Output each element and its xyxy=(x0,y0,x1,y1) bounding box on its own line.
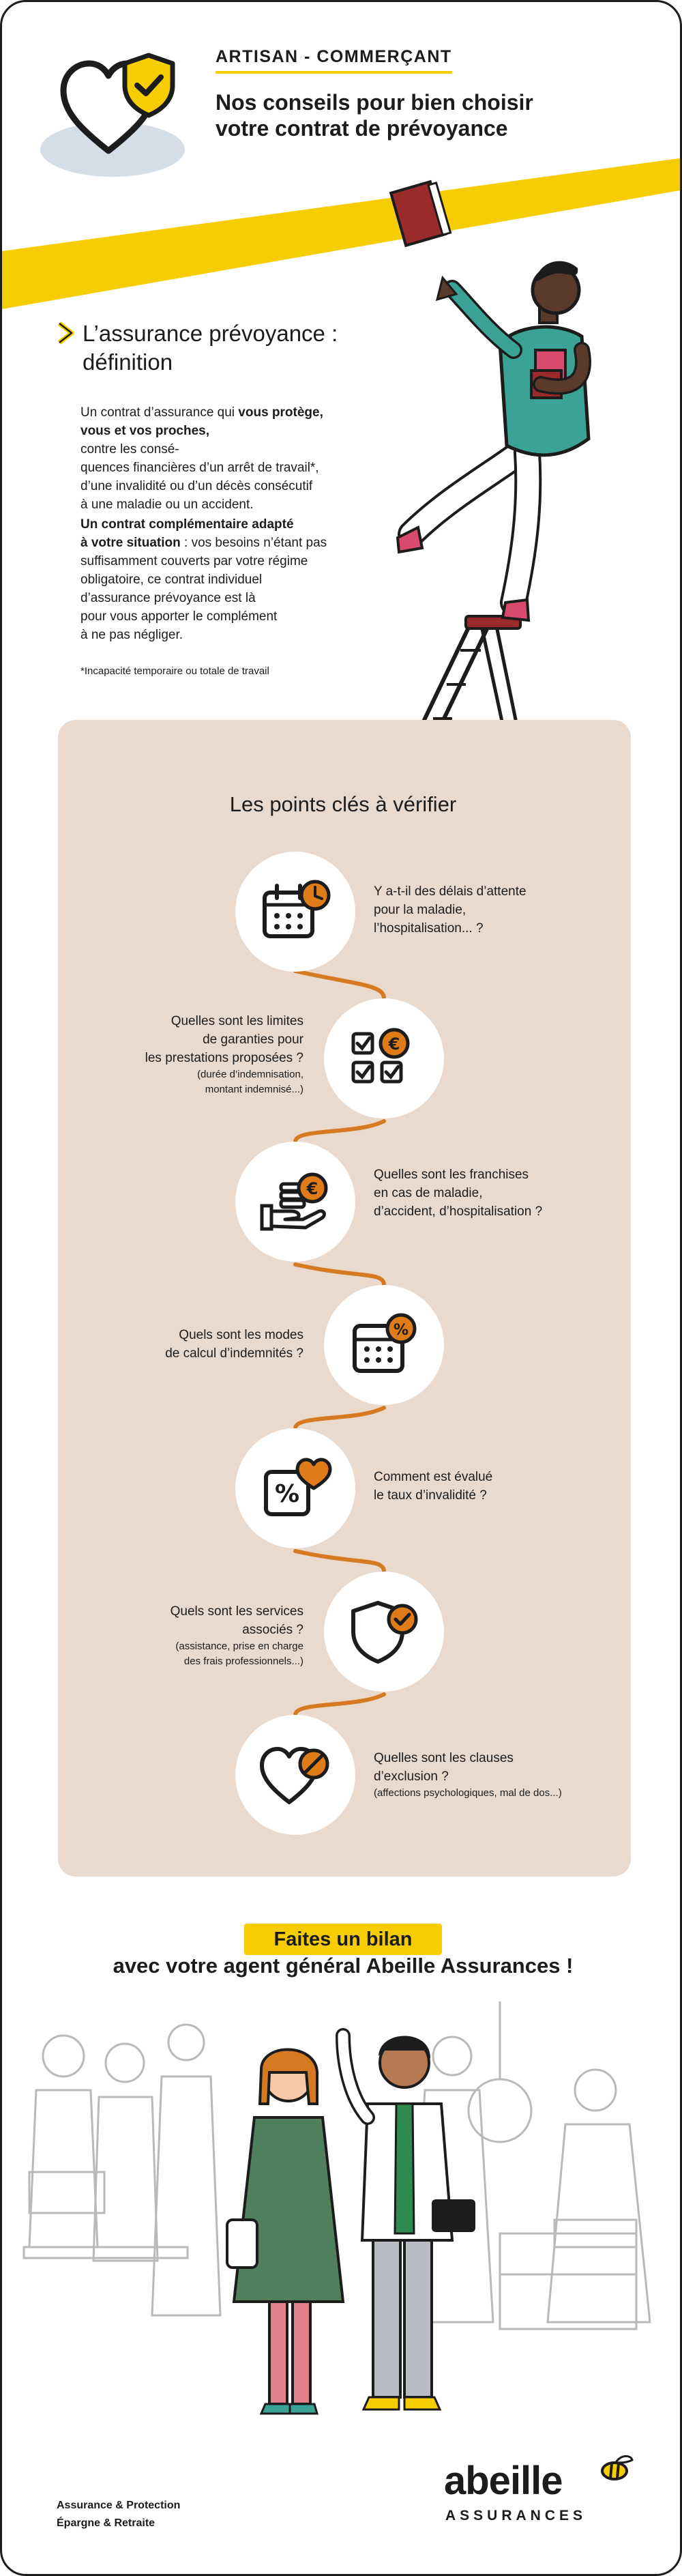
key-point-5-icon-circle xyxy=(235,1428,355,1548)
key-point-7-text xyxy=(374,1749,585,1801)
key-point-3-icon-circle xyxy=(235,1142,355,1262)
abeille-logo-subtitle: ASSURANCES xyxy=(445,2508,587,2523)
definition-paragraph-2 xyxy=(80,515,374,644)
definition-text-run: vous et vos proches, xyxy=(80,424,210,438)
key-point-subline: des frais professionnels...) xyxy=(183,1655,303,1667)
key-point-subline: montant indemnisé...) xyxy=(205,1084,303,1095)
definition-paragraph-1 xyxy=(80,403,374,514)
page-title: Nos conseils pour bien choisir votre contrat de prévoyance xyxy=(216,90,533,141)
bee-logo-icon xyxy=(595,2453,636,2483)
definition-text-run: contre les consé- xyxy=(80,442,179,457)
key-point-1-icon-circle xyxy=(235,852,355,972)
footer-line-2: Épargne & Retraite xyxy=(57,2517,155,2529)
definition-text-run: suffisamment couverts par votre régime xyxy=(80,554,308,568)
definition-text-run: d’assurance prévoyance est là xyxy=(80,591,256,605)
key-point-line: associés ? xyxy=(242,1623,303,1637)
key-point-line: Quelles sont les clauses xyxy=(374,1751,514,1765)
key-point-line: d’accident, d’hospitalisation ? xyxy=(374,1204,543,1219)
man-on-ladder-illustration xyxy=(384,166,657,773)
key-point-line: pour la maladie, xyxy=(374,903,466,917)
key-point-line: de garanties pour xyxy=(203,1032,303,1047)
definition-text-run: pour vous apporter le complément xyxy=(80,609,278,624)
key-point-3-text xyxy=(374,1166,585,1221)
key-point-line: les prestations proposées ? xyxy=(145,1051,303,1065)
cta-line: avec votre agent général Abeille Assurances ! xyxy=(113,1954,574,1978)
key-point-line: Comment est évalué xyxy=(374,1470,493,1484)
percent-heart-icon xyxy=(258,1454,333,1522)
definition-text-run: à une maladie ou un accident. xyxy=(80,497,254,512)
heart-forbidden-icon xyxy=(258,1741,333,1809)
key-point-7-icon-circle xyxy=(235,1715,355,1835)
shield-check-icon xyxy=(346,1597,421,1666)
heart-shield-icon xyxy=(55,50,178,159)
key-point-line: Quels sont les modes xyxy=(179,1328,303,1342)
key-point-subline: (assistance, prise en charge xyxy=(175,1640,303,1652)
svg-text:%: % xyxy=(393,1322,409,1339)
definition-text-run: à ne pas négliger. xyxy=(80,628,183,642)
key-point-4-text xyxy=(72,1326,303,1363)
definition-title: L’assurance prévoyance : définition xyxy=(83,321,338,375)
key-point-line: Quels sont les services xyxy=(170,1604,303,1619)
footer-line-1: Assurance & Protection xyxy=(57,2500,181,2511)
calendar-clock-icon xyxy=(258,878,333,946)
key-point-line: Quelles sont les limites xyxy=(170,1014,303,1028)
definition-text-run: Un contrat d’assurance qui xyxy=(80,405,239,420)
key-point-line: Y a-t-il des délais d’attente xyxy=(374,884,527,899)
checklist-euro-icon xyxy=(346,1024,421,1092)
definition-text-run: quences financières d’un arrêt de travail*, xyxy=(80,461,319,475)
hand-coins-icon xyxy=(258,1168,333,1236)
key-point-line: d’exclusion ? xyxy=(374,1769,449,1784)
key-point-6-icon-circle xyxy=(324,1572,444,1692)
svg-text:%: % xyxy=(274,1480,300,1508)
definition-text-run: Un contrat complémentaire adapté xyxy=(80,517,294,532)
key-point-line: de calcul d’indemnités ? xyxy=(165,1346,303,1361)
key-point-line: en cas de maladie, xyxy=(374,1186,483,1200)
key-point-2-icon-circle xyxy=(324,998,444,1118)
chevron-right-icon xyxy=(57,321,76,345)
key-point-6-text xyxy=(72,1602,303,1669)
calculator-percent-icon xyxy=(346,1311,421,1379)
key-point-subline: (durée d’indemnisation, xyxy=(197,1069,303,1080)
definition-text-run: vous protège, xyxy=(238,405,323,420)
key-point-4-icon-circle xyxy=(324,1285,444,1405)
svg-text:€: € xyxy=(306,1179,318,1198)
people-illustration xyxy=(23,2001,664,2425)
key-point-subline: (affections psychologiques, mal de dos...) xyxy=(374,1787,562,1799)
svg-text:€: € xyxy=(388,1034,400,1054)
key-point-line: l’hospitalisation... ? xyxy=(374,921,484,936)
definition-text-run: à votre situation xyxy=(80,536,181,550)
key-point-line: Quelles sont les franchises xyxy=(374,1168,529,1182)
key-points-title: Les points clés à vérifier xyxy=(229,792,457,816)
key-point-5-text xyxy=(374,1468,585,1505)
definition-text-run: d’une invalidité ou d’un décès consécutif xyxy=(80,479,313,493)
abeille-logo-wordmark: abeille xyxy=(444,2459,563,2503)
key-point-line: le taux d’invalidité ? xyxy=(374,1488,487,1503)
cta-highlight: Faites un bilan xyxy=(244,1924,442,1955)
definition-text-run: : vos besoins n’étant pas xyxy=(180,536,327,550)
footnote: *Incapacité temporaire ou totale de travail xyxy=(80,665,269,677)
definition-text-run: obligatoire, ce contrat individuel xyxy=(80,573,263,587)
audience-kicker: ARTISAN - COMMERÇANT xyxy=(216,47,452,74)
key-point-2-text xyxy=(72,1012,303,1097)
key-point-1-text xyxy=(374,882,585,938)
